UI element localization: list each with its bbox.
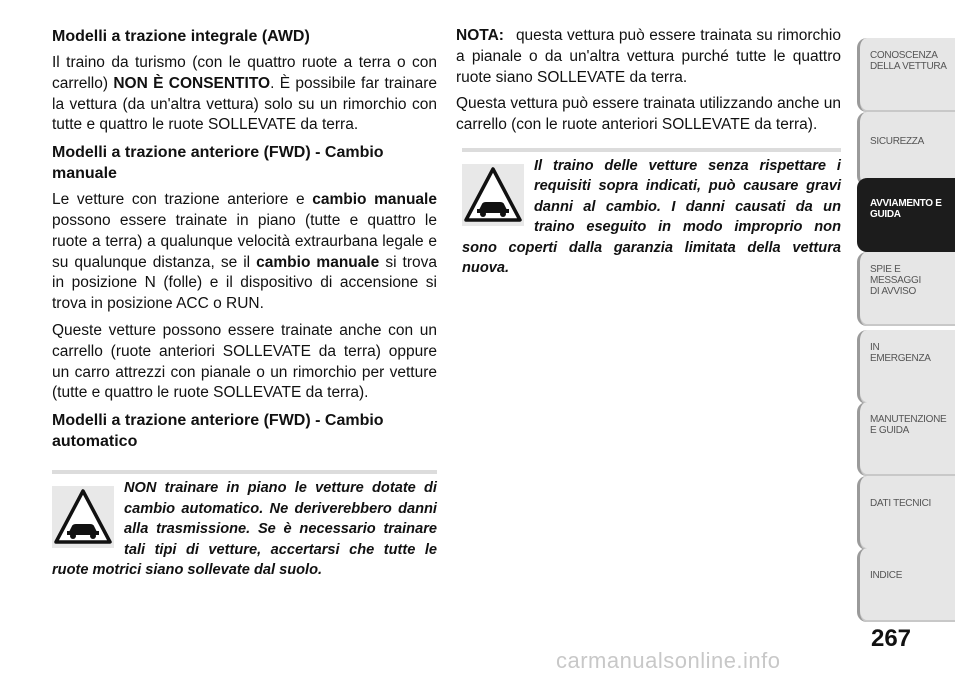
warning-text: Il traino delle vetture senza rispettare i requisiti sopra indicati, può causare gravi danni al cambio. I danni causati da un traino eseguito in modo improprio non sono coperti dalla garanzia limitata della vettura nuova. [462, 157, 841, 277]
car-towing-warning-icon [52, 486, 114, 548]
note-label: NOTA: [456, 27, 504, 44]
emphasis: cambio manuale [312, 191, 437, 209]
text: . È possibile far trainare la vettura (da un'altra vettura) solo su un rimorchio con tutte e quattro le ruote SOLLEVATE da terra. [52, 74, 437, 134]
tab-dati-tecnici[interactable] [857, 476, 955, 550]
tab-sicurezza[interactable] [857, 112, 955, 186]
left-column [52, 26, 437, 581]
section-tabs [857, 0, 960, 678]
tab-label: AVVIAMENTO E GUIDA [870, 198, 942, 220]
tab-label: DATI TECNICI [870, 498, 932, 509]
emphasis: NON È CONSENTITO [113, 74, 271, 92]
note-text: questa vettura può essere trainata su rimorchio a pianale o da un'altra vettura purché tutte le quattro ruote siano SOLLEVATE da terra. [456, 27, 841, 86]
page-number: 267 [870, 625, 912, 652]
tab-label: CONOSCENZA DELLA VETTURA [870, 50, 947, 72]
note-paragraph [456, 26, 841, 88]
paragraph-dolly: Questa vettura può essere trainata utilizzando anche un carrello (con le ruote anteriori SOLLEVATE da terra). [456, 95, 841, 134]
text: Il traino da turismo (con le quattro ruote a terra o con carrello) [52, 54, 437, 92]
tab-label: IN EMERGENZA [870, 342, 931, 364]
car-towing-warning-icon [462, 164, 524, 226]
watermark: carmanualsonline.info [556, 648, 781, 673]
warning-text: NON trainare in piano le vetture dotate di cambio automatico. Ne deriverebbero danni alla trasmissione. Se è necessario trainare tali tipi di vetture, accertarsi che tutte le ruote motrici siano sollevate dal suolo. [52, 480, 437, 579]
tab-label: SPIE E MESSAGGI DI AVVISO [870, 264, 921, 297]
right-column [456, 26, 841, 279]
warning-box-towing [462, 148, 841, 279]
text: Le vetture con trazione anteriore e [52, 191, 313, 209]
paragraph-awd [52, 53, 437, 136]
text: possono essere trainate in piano (tutte e quattro le ruote a terra) a qualunque velocità extraurbana legale e su qualunque distanza, se il [52, 211, 437, 271]
tab-conoscenza[interactable] [857, 38, 955, 112]
tab-avviamento[interactable] [857, 178, 955, 252]
heading-fwd-manual: Modelli a trazione anteriore (FWD) - Cambio manuale [52, 144, 384, 183]
paragraph-fwd-manual [52, 190, 437, 315]
warning-box-automatic [52, 470, 437, 581]
tab-indice[interactable] [857, 548, 955, 622]
text: si trova in posizione N (folle) e il dispositivo di accensione si trova in posizione ACC o RUN. [52, 253, 437, 313]
paragraph-towing-options: Queste vetture possono essere trainate anche con un carrello (ruote anteriori SOLLEVATE da terra) oppure un carro attrezzi con pianale o un rimorchio per vetture (tutte e quattro le ruote SOLLEVATE da terra). [52, 321, 437, 402]
tab-label: SICUREZZA [870, 136, 924, 147]
emphasis: cambio manuale [256, 253, 380, 271]
tab-label: MANUTENZIONE E GUIDA [870, 414, 947, 436]
tab-emergenza[interactable] [857, 330, 955, 404]
heading-awd: Modelli a trazione integrale (AWD) [52, 28, 310, 45]
heading-fwd-automatic: Modelli a trazione anteriore (FWD) - Cambio automatico [52, 412, 384, 451]
tab-spie[interactable] [857, 252, 955, 326]
tab-manutenzione[interactable] [857, 402, 955, 476]
tab-label: INDICE [870, 570, 903, 581]
